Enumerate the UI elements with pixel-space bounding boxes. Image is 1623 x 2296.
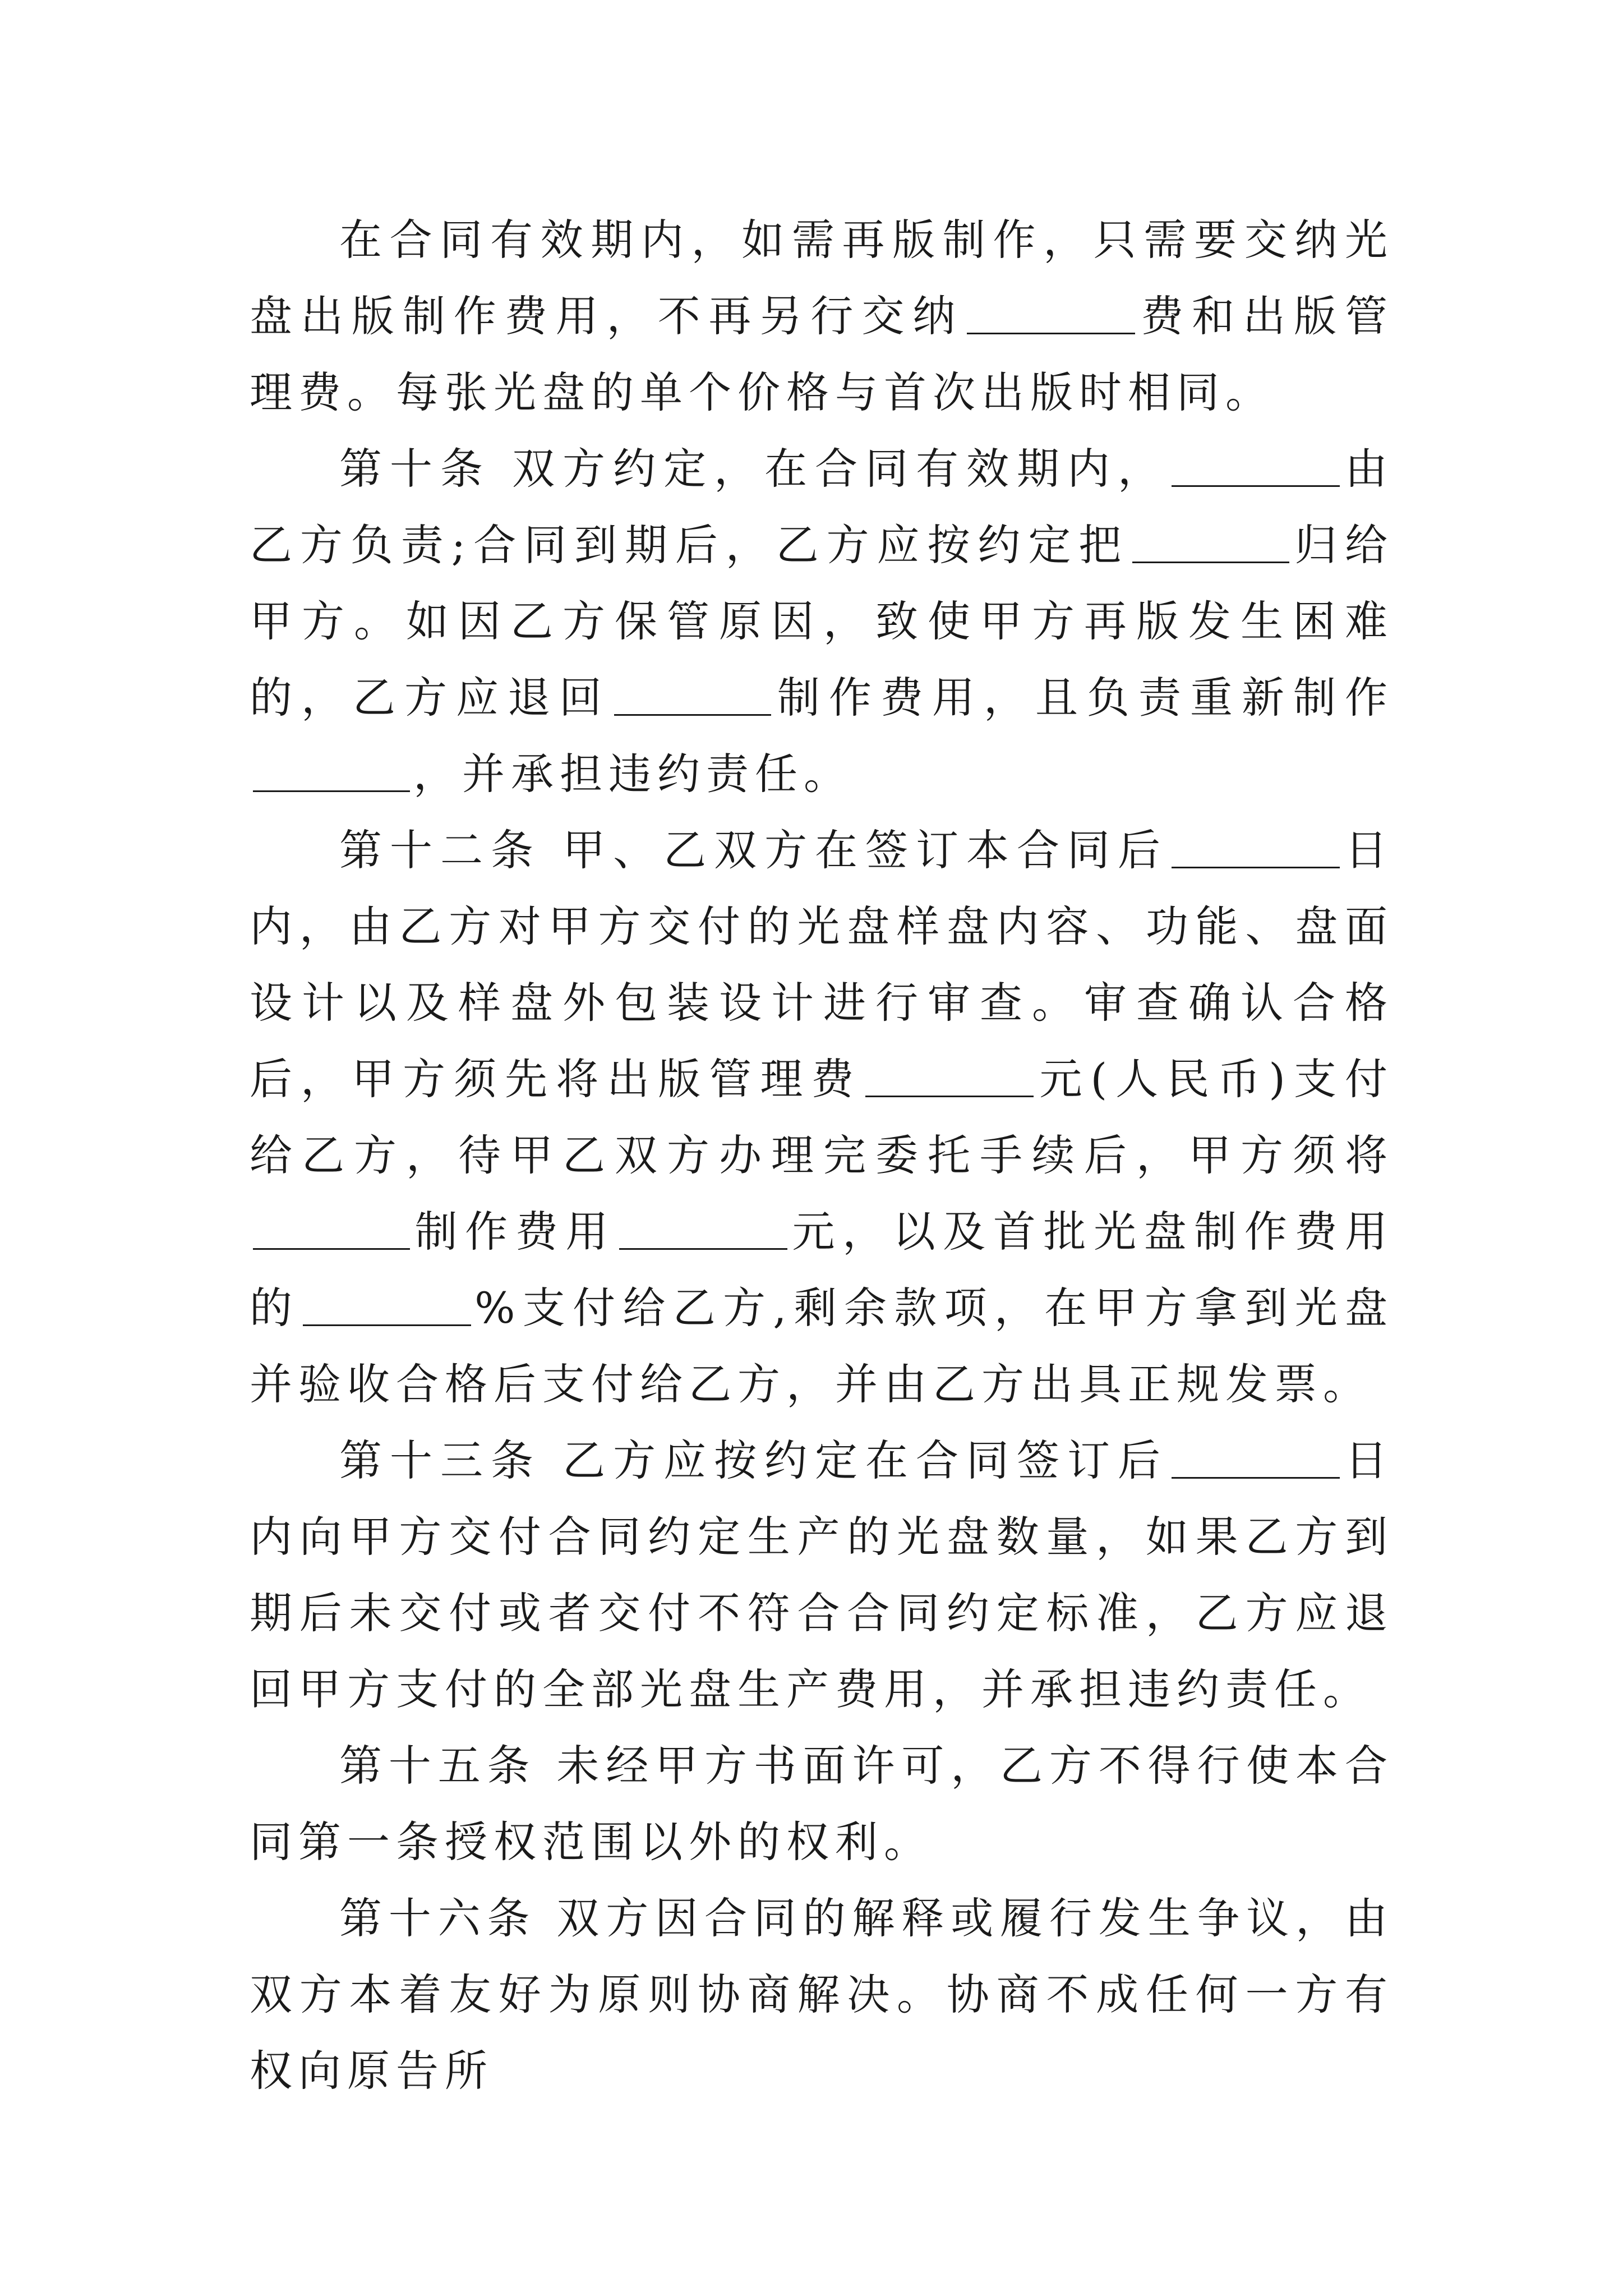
paragraph-reprint-terms <box>250 202 1394 431</box>
text-segment: ，并承担违约责任。 <box>413 749 852 799</box>
paragraph-article-10 <box>250 431 1394 812</box>
text-segment: 在合同有效期内，如需再版制作，只需要交纳光盘出版制作费用，不再另行交纳 <box>250 215 1394 341</box>
text-segment: 日内向甲方交付合同约定生产的光盘数量，如果乙方到期后未交付或者交付不符合合同约定标准，乙方应退回甲方支付的全部光盘生产费用，并承担违约责任。 <box>250 1435 1394 1714</box>
text-segment: 制作费用 <box>413 1207 616 1257</box>
fill-in-blank[interactable] <box>614 674 771 716</box>
fill-in-blank[interactable] <box>1172 445 1340 487</box>
document-body <box>250 202 1394 2109</box>
paragraph-article-15 <box>250 1728 1394 1880</box>
text-segment: 制作费用，且负责重新制作 <box>774 673 1394 723</box>
text-segment: 第十六条 双方因合同的解释或履行发生争议，由双方本着友好为原则协商解决。协商不成任何一方有权向原告所 <box>250 1893 1394 2096</box>
paragraph-article-13 <box>250 1423 1394 1728</box>
text-segment: 第十三条 乙方应按约定在合同签订后 <box>339 1435 1168 1485</box>
text-segment: 元(人民币)支付给乙方，待甲乙双方办理完委托手续后，甲方须将 <box>250 1054 1394 1180</box>
fill-in-blank[interactable] <box>1172 826 1340 868</box>
fill-in-blank[interactable] <box>619 1208 787 1250</box>
text-segment: 归给甲方。如因乙方保管原因，致使甲方再版发生困难的，乙方应退回 <box>250 520 1394 723</box>
fill-in-blank[interactable] <box>967 292 1135 334</box>
text-segment: 第十五条 未经甲方书面许可，乙方不得行使本合同第一条授权范围以外的权利。 <box>250 1741 1394 1867</box>
fill-in-blank[interactable] <box>253 750 410 792</box>
fill-in-blank[interactable] <box>253 1208 410 1250</box>
text-segment: %支付给乙方,剩余款项，在甲方拿到光盘并验收合格后支付给乙方，并由乙方出具正规发票。 <box>250 1283 1394 1409</box>
fill-in-blank[interactable] <box>865 1055 1034 1097</box>
text-segment: 元，以及首批光盘制作费用的 <box>250 1207 1394 1333</box>
text-segment: 日内，由乙方对甲方交付的光盘样盘内容、功能、盘面设计以及样盘外包装设计进行审查。审查确认合格后，甲方须先将出版管理费 <box>250 825 1394 1104</box>
fill-in-blank[interactable] <box>1172 1437 1340 1479</box>
paragraph-article-16 <box>250 1880 1394 2109</box>
text-segment: 由乙方负责;合同到期后，乙方应按约定把 <box>250 444 1394 570</box>
text-segment: 第十二条 甲、乙双方在签订本合同后 <box>339 825 1168 875</box>
text-segment: 第十条 双方约定，在合同有效期内， <box>339 444 1168 494</box>
text-segment: 费和出版管理费。每张光盘的单个价格与首次出版时相同。 <box>250 291 1394 417</box>
fill-in-blank[interactable] <box>303 1284 471 1326</box>
paragraph-article-12 <box>250 812 1394 1423</box>
fill-in-blank[interactable] <box>1132 521 1289 563</box>
